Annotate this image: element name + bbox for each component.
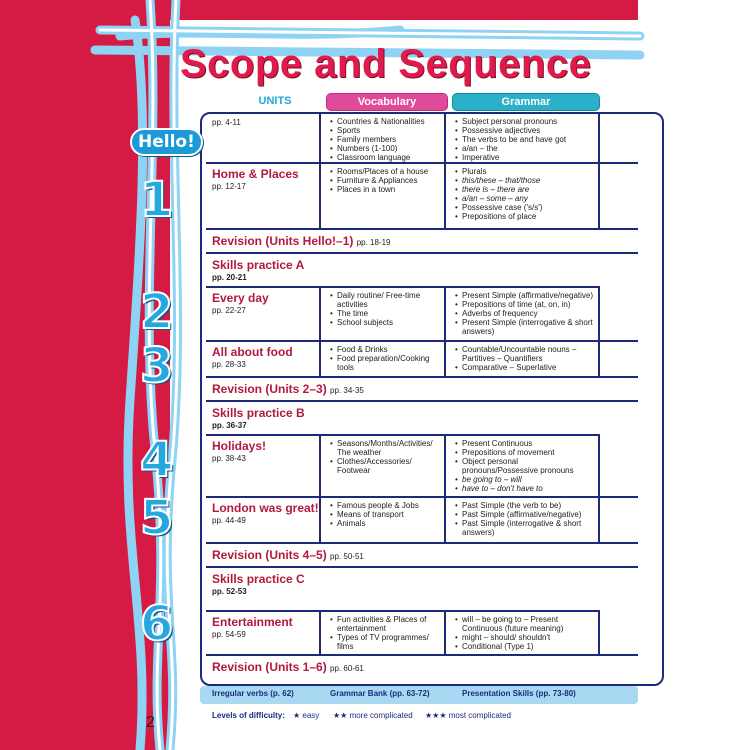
table-row	[206, 378, 638, 402]
revision-title	[212, 660, 364, 674]
revision-title	[212, 234, 391, 248]
list-item: • Sports	[329, 126, 440, 135]
list-item: • Past Simple (affirmative/negative)	[454, 510, 594, 519]
unit-cell	[206, 164, 321, 228]
revision-title	[212, 382, 364, 396]
vocab-cell	[323, 114, 446, 162]
list-item: • Past Simple (interrogative & short answers)	[454, 519, 594, 537]
difficulty-legend-label: Levels of difficulty:	[212, 711, 285, 720]
list-item: • there is – there are	[454, 185, 594, 194]
list-item: • Seasons/Months/Activities/ The weather	[329, 439, 440, 457]
table-row	[206, 402, 600, 436]
skills-label: Skills practice C	[212, 572, 305, 586]
unit-title: Home & Places	[212, 167, 299, 181]
vocab-cell	[323, 164, 446, 228]
grammar-cell	[448, 288, 600, 340]
skills-label: Skills practice B	[212, 406, 305, 420]
list-item: • Possessive case ('s/s')	[454, 203, 594, 212]
unit-title: All about food	[212, 345, 293, 359]
table-row	[206, 342, 638, 378]
list-item: • have to – don't have to	[454, 484, 594, 493]
page-title: Scope and Sequence	[180, 42, 592, 86]
table-row	[206, 254, 600, 288]
table-row	[206, 114, 638, 164]
list-item: • Food & Drinks	[329, 345, 440, 354]
list-item: • Present Simple (affirmative/negative)	[454, 291, 594, 300]
list-item: • Daily routine/ Free-time activities	[329, 291, 440, 309]
list-item: • might – should/ shouldn't	[454, 633, 594, 642]
list-item: • Past Simple (the verb to be)	[454, 501, 594, 510]
grammar-cell	[448, 498, 600, 542]
unit-2-badge: 2	[140, 284, 174, 340]
unit-6-badge: 6	[140, 596, 174, 652]
skills-pages: pp. 52-53	[212, 587, 247, 596]
table-row	[206, 288, 638, 342]
list-item: • will – be going to – Present Continuous (future meaning)	[454, 615, 594, 633]
table-row	[206, 568, 600, 612]
list-item: • Family members	[329, 135, 440, 144]
vocab-cell	[323, 612, 446, 654]
unit-cell	[206, 342, 321, 376]
list-item: • School subjects	[329, 318, 440, 327]
unit-cell	[206, 288, 321, 340]
grammar-cell	[448, 164, 600, 228]
presentation-skills-link: Presentation Skills (pp. 73-80)	[462, 689, 576, 698]
table-row	[206, 544, 638, 568]
list-item: • Prepositions of movement	[454, 448, 594, 457]
list-item: • The time	[329, 309, 440, 318]
revision-pages: pp. 50-51	[330, 552, 364, 561]
grammar-cell	[448, 114, 600, 162]
grammar-column-header: Grammar	[452, 93, 600, 111]
list-item: • a/an – some – any	[454, 194, 594, 203]
table-row	[206, 164, 638, 230]
red-top-band	[0, 0, 638, 20]
revision-pages: pp. 60-61	[330, 664, 364, 673]
unit-cell	[206, 612, 321, 654]
grammar-cell	[448, 612, 600, 654]
vocab-cell	[323, 498, 446, 542]
revision-label: Revision (Units 1–6)	[212, 660, 327, 674]
difficulty-more: ★★ more complicated	[333, 711, 413, 720]
list-item: • Clothes/Accessories/ Footwear	[329, 457, 440, 475]
list-item: • Present Continuous	[454, 439, 594, 448]
revision-title	[212, 548, 364, 562]
unit-1-badge: 1	[140, 172, 174, 228]
unit-cell	[206, 498, 321, 542]
hello-badge	[130, 128, 203, 156]
unit-4-badge: 4	[140, 432, 174, 488]
skills-title	[212, 572, 305, 597]
hello-badge-label: Hello!	[130, 128, 203, 156]
list-item: • Object personal pronouns/Possessive pronouns	[454, 457, 594, 475]
unit-pages: pp. 44-49	[212, 516, 246, 525]
list-item: • Countable/Uncountable nouns – Partitives – Quantifiers	[454, 345, 594, 363]
vocab-cell	[323, 288, 446, 340]
revision-label: Revision (Units 4–5)	[212, 548, 327, 562]
unit-title: Every day	[212, 291, 269, 305]
revision-pages: pp. 18-19	[356, 238, 391, 247]
list-item: • Animals	[329, 519, 440, 528]
table-row	[206, 612, 638, 656]
unit-3-badge: 3	[140, 338, 174, 394]
table-row	[206, 656, 638, 678]
vocab-cell	[323, 342, 446, 376]
skills-pages: pp. 36-37	[212, 421, 247, 430]
unit-pages: pp. 38-43	[212, 454, 246, 463]
table-row	[206, 230, 638, 254]
vocabulary-column-header: Vocabulary	[326, 93, 448, 111]
list-item: • Adverbs of frequency	[454, 309, 594, 318]
unit-pages: pp. 54-59	[212, 630, 246, 639]
grammar-cell	[448, 342, 600, 376]
grammar-cell	[448, 436, 600, 496]
revision-pages: pp. 34-35	[330, 386, 364, 395]
list-item: • Comparative – Superlative	[454, 363, 594, 372]
list-item: • Subject personal pronouns	[454, 117, 594, 126]
grammar-bank-link: Grammar Bank (pp. 63-72)	[330, 689, 430, 698]
skills-pages: pp. 20-21	[212, 273, 247, 282]
unit-cell	[206, 114, 321, 162]
list-item: • Places in a town	[329, 185, 440, 194]
revision-label: Revision (Units Hello!–1)	[212, 234, 354, 248]
list-item: • Conditional (Type 1)	[454, 642, 594, 651]
list-item: • Numbers (1-100)	[329, 144, 440, 153]
list-item: • Classroom language	[329, 153, 440, 162]
list-item: • Countries & Nationalities	[329, 117, 440, 126]
unit-pages: pp. 12-17	[212, 182, 246, 191]
difficulty-easy: ★ easy	[293, 711, 320, 720]
list-item: • a/an – the	[454, 144, 594, 153]
list-item: • Imperative	[454, 153, 594, 162]
table-row	[206, 436, 638, 498]
unit-title: Entertainment	[212, 615, 293, 629]
unit-cell	[206, 436, 321, 496]
vocab-cell	[323, 436, 446, 496]
list-item: • be going to – will	[454, 475, 594, 484]
unit-title: London was great!	[212, 501, 319, 515]
unit-pages: pp. 28-33	[212, 360, 246, 369]
units-column-header: UNITS	[258, 95, 292, 107]
list-item: • Means of transport	[329, 510, 440, 519]
unit-pages: pp. 4-11	[212, 118, 241, 127]
list-item: • Types of TV programmes/ films	[329, 633, 440, 651]
table-row	[206, 498, 638, 544]
irregular-verbs-link: Irregular verbs (p. 62)	[212, 689, 294, 698]
list-item: • Present Simple (interrogative & short answers)	[454, 318, 594, 336]
skills-title	[212, 406, 305, 431]
unit-5-badge: 5	[140, 490, 174, 546]
skills-label: Skills practice A	[212, 258, 305, 272]
list-item: • Famous people & Jobs	[329, 501, 440, 510]
difficulty-most: ★★★ most complicated	[425, 711, 511, 720]
unit-pages: pp. 22-27	[212, 306, 246, 315]
skills-title	[212, 258, 304, 283]
list-item: • Food preparation/Cooking tools	[329, 354, 440, 372]
list-item: • Plurals	[454, 167, 594, 176]
list-item: • this/these – that/those	[454, 176, 594, 185]
list-item: • Possessive adjectives	[454, 126, 594, 135]
unit-title: Holidays!	[212, 439, 267, 453]
list-item: • Furniture & Appliances	[329, 176, 440, 185]
list-item: • The verbs to be and have got	[454, 135, 594, 144]
list-item: • Rooms/Places of a house	[329, 167, 440, 176]
list-item: • Prepositions of place	[454, 212, 594, 221]
revision-label: Revision (Units 2–3)	[212, 382, 327, 396]
list-item: • Prepositions of time (at, on, in)	[454, 300, 594, 309]
page-number: 2	[146, 714, 155, 731]
list-item: • Fun activities & Places of entertainment	[329, 615, 440, 633]
